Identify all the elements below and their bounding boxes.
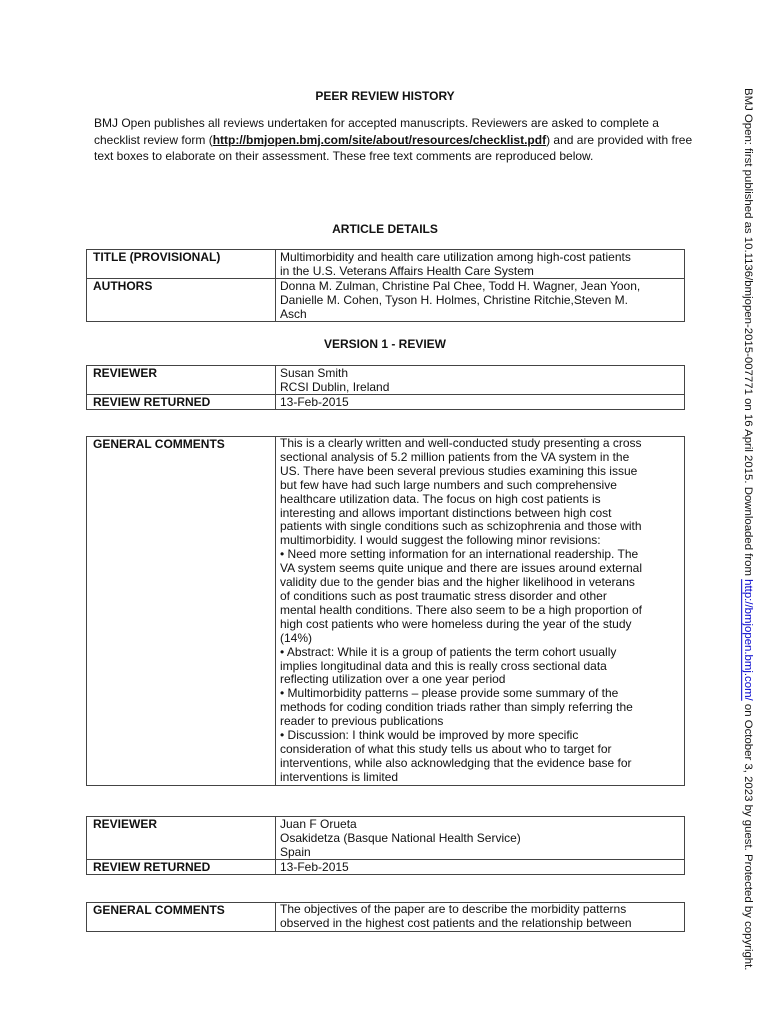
general-comments1-table — [86, 436, 685, 786]
authors-line: Donna M. Zulman, Christine Pal Chee, Todd H. Wagner, Jean Yoon, — [280, 279, 641, 293]
reviewer-value — [276, 817, 685, 860]
review-returned-label: REVIEW RETURNED — [87, 395, 276, 410]
intro-text-start: BMJ Open publishes all reviews undertaken for accepted manuscripts. Reviewers are asked to complete a checklist review form ( — [94, 116, 659, 147]
authors-label: AUTHORS — [87, 279, 276, 322]
title-line: in the U.S. Veterans Affairs Health Care System — [280, 264, 534, 278]
comment-line: US. There have been several previous studies examining this issue — [280, 463, 638, 478]
comment-line: This is a clearly written and well-conducted study presenting a cross — [280, 436, 642, 450]
version-heading: VERSION 1 - REVIEW — [323, 337, 447, 351]
general-comments2-table — [86, 902, 685, 932]
general-comments-text — [276, 437, 685, 786]
authors-line: Danielle M. Cohen, Tyson H. Holmes, Christine Ritchie,Steven M. — [280, 293, 628, 307]
comment-line: of conditions such as post traumatic stress disorder and other — [280, 588, 607, 603]
title-line: Multimorbidity and health care utilization among high-cost patients — [280, 250, 631, 264]
intro-paragraph — [94, 115, 694, 165]
reviewer-label: REVIEWER — [87, 366, 276, 395]
reviewer2-table — [86, 816, 685, 875]
comment-line: • Discussion: I think would be improved by more specific — [280, 728, 579, 743]
comment-line: patients with single conditions such as schizophrenia and those with — [280, 519, 642, 534]
review-returned-date: 13-Feb-2015 — [276, 860, 685, 875]
general-comments-label: GENERAL COMMENTS — [87, 437, 276, 786]
sidebar-text-start: BMJ Open: first published as 10.1136/bmjopen-2015-007771 on 16 April 2015. Downloaded from — [742, 88, 754, 580]
comment-line: (14%) — [280, 630, 313, 645]
copyright-sidebar — [742, 88, 754, 970]
general-comments-label: GENERAL COMMENTS — [87, 903, 276, 932]
comment-line: VA system seems quite unique and there are issues around external — [280, 561, 642, 576]
title-label: TITLE (PROVISIONAL) — [87, 250, 276, 279]
reviewer-name: Susan Smith — [280, 366, 349, 380]
review-returned-label: REVIEW RETURNED — [87, 860, 276, 875]
comment-line: multimorbidity. I would suggest the following minor revisions: — [280, 533, 601, 548]
reviewer-value — [276, 366, 685, 395]
checklist-link[interactable]: http://bmjopen.bmj.com/site/about/resources/checklist.pdf — [212, 132, 547, 147]
sidebar-text-end: on October 3, 2023 by guest. Protected by copyright. — [742, 700, 754, 971]
comment-line: validity due to the gender bias and the higher likelihood in veterans — [280, 575, 635, 590]
reviewer-label: REVIEWER — [87, 817, 276, 860]
comment-line: observed in the highest cost patients and the relationship between — [280, 915, 632, 930]
comment-line: methods for coding condition triads rather than simply referring the — [280, 700, 633, 715]
comment-line: The objectives of the paper are to describe the morbidity patterns — [280, 902, 627, 916]
comment-line: • Multimorbidity patterns – please provide some summary of the — [280, 686, 619, 701]
comment-line: • Need more setting information for an international readership. The — [280, 547, 639, 562]
general-comments-text — [276, 903, 685, 932]
comment-line: implies longitudinal data and this is really cross sectional data — [280, 658, 607, 673]
reviewer-country: Spain — [280, 845, 311, 859]
comment-line: consideration of what this study tells us about who to target for — [280, 741, 612, 756]
article-details-table — [86, 249, 685, 322]
comment-line: reader to previous publications — [280, 714, 444, 729]
comment-line: but few have had such large numbers and such comprehensive — [280, 477, 617, 492]
reviewer-affiliation: RCSI Dublin, Ireland — [280, 380, 390, 394]
title-value — [276, 250, 685, 279]
reviewer-name: Juan F Orueta — [280, 817, 357, 831]
review-returned-date: 13-Feb-2015 — [276, 395, 685, 410]
comment-line: mental health conditions. There also seem to be a high proportion of — [280, 602, 643, 617]
comment-line: interesting and allows important distinctions between high cost — [280, 505, 612, 520]
bmjopen-link[interactable]: http://bmjopen.bmj.com/ — [742, 579, 754, 701]
peer-review-heading: PEER REVIEW HISTORY — [315, 89, 455, 103]
comment-line: healthcare utilization data. The focus on high cost patients is — [280, 491, 601, 506]
article-details-heading: ARTICLE DETAILS — [332, 222, 438, 236]
reviewer1-table — [86, 365, 685, 410]
comment-line: • Abstract: While it is a group of patients the term cohort usually — [280, 644, 617, 659]
intro-text-end: ) and are provided with free text boxes to elaborate on their assessment. These free text comments are reproduced below. — [94, 132, 693, 163]
comment-line: reflecting utilization over a one year period — [280, 672, 506, 687]
comment-line: sectional analysis of 5.2 million patients from the VA system in the — [280, 449, 630, 464]
authors-line: Asch — [280, 307, 307, 321]
authors-value — [276, 279, 685, 322]
comment-line: high cost patients who were homeless during the year of the study — [280, 616, 632, 631]
reviewer-affiliation: Osakidetza (Basque National Health Service) — [280, 831, 521, 845]
comment-line: interventions is limited — [280, 769, 399, 784]
comment-line: interventions, while also acknowledging that the evidence base for — [280, 755, 632, 770]
